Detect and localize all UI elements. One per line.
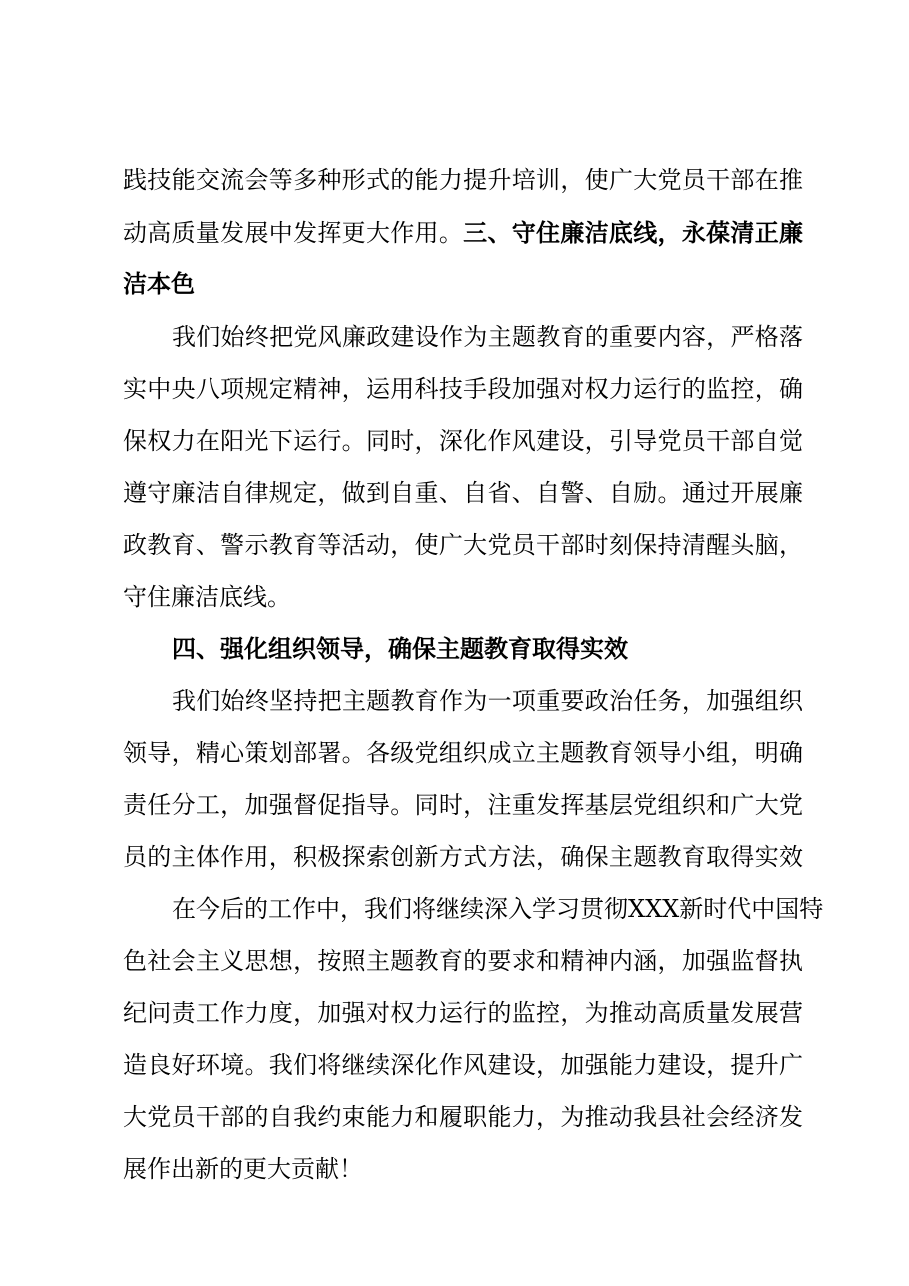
text-span: 洁本色 <box>123 270 195 298</box>
paragraph-line <box>123 942 803 980</box>
paragraph-line <box>172 318 803 356</box>
paragraph-line <box>123 994 803 1032</box>
paragraph-line <box>123 1046 803 1084</box>
text-span: 大党员干部的自我约束能力和履职能力，为推动我县社会经济发 <box>123 1103 803 1131</box>
text-span: 动高质量发展中发挥更大作用。 <box>123 219 464 247</box>
paragraph-line <box>172 682 803 720</box>
paragraph-line <box>123 214 803 252</box>
section-heading-3-part2 <box>123 265 803 303</box>
text-span: 色社会主义思想，按照主题教育的要求和精神内涵，加强监督执 <box>123 947 803 975</box>
text-span: 我们始终把党风廉政建设作为主题教育的重要内容，严格落 <box>172 323 803 351</box>
text-span: 在今后的工作中，我们将继续深入学习贯彻XXX新时代中国特 <box>172 895 824 923</box>
text-span: 领导，精心策划部署。各级党组织成立主题教育领导小组，明确 <box>123 739 803 767</box>
text-span: 践技能交流会等多种形式的能力提升培训，使广大党员干部在推 <box>123 166 803 194</box>
paragraph-line <box>123 734 803 772</box>
text-span: 四、强化组织领导，确保主题教育取得实效 <box>172 635 628 663</box>
paragraph-line <box>123 474 803 512</box>
text-span: 我们始终坚持把主题教育作为一项重要政治任务，加强组织 <box>172 687 803 715</box>
section-heading-3-part1: 三、守住廉洁底线，永葆清正廉 <box>463 219 804 247</box>
text-span: 遵守廉洁自律规定，做到自重、自省、自警、自励。通过开展廉 <box>123 479 803 507</box>
paragraph-line <box>123 526 803 564</box>
paragraph-line <box>123 161 803 199</box>
text-span: 展作出新的更大贡献！ <box>123 1155 363 1183</box>
paragraph-line <box>123 578 803 616</box>
text-span: 保权力在阳光下运行。同时，深化作风建设，引导党员干部自觉 <box>123 427 803 455</box>
paragraph-line <box>172 890 824 928</box>
text-span: 造良好环境。我们将继续深化作风建设，加强能力建设，提升广 <box>123 1051 803 1079</box>
text-span: 守住廉洁底线。 <box>123 583 291 611</box>
paragraph-line <box>123 786 803 824</box>
text-span: 责任分工，加强督促指导。同时，注重发挥基层党组织和广大党 <box>123 791 803 819</box>
paragraph-line <box>123 838 803 876</box>
text-span: 纪问责工作力度，加强对权力运行的监控，为推动高质量发展营 <box>123 999 803 1027</box>
text-span: 实中央八项规定精神，运用科技手段加强对权力运行的监控，确 <box>123 375 803 403</box>
paragraph-line <box>123 422 803 460</box>
text-span: 政教育、警示教育等活动，使广大党员干部时刻保持清醒头脑， <box>123 531 803 559</box>
text-span: 员的主体作用，积极探索创新方式方法，确保主题教育取得实效 <box>123 843 803 871</box>
paragraph-line <box>123 1150 803 1188</box>
paragraph-line <box>123 1098 803 1136</box>
paragraph-line <box>123 370 803 408</box>
section-heading-4 <box>172 630 803 668</box>
